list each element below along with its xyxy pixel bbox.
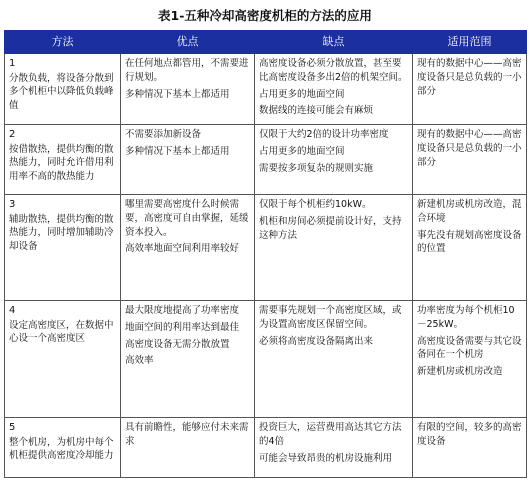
- cons-text: 投资巨大，运营费用高达其它方法的4倍: [259, 422, 402, 447]
- scope-cell: [413, 54, 527, 125]
- method-text: 按借散热，提供均衡的散热能力，同时允许借用利用率不高的散热能力: [9, 143, 114, 183]
- row-number: 3: [9, 199, 16, 210]
- cons-cell: [255, 418, 413, 478]
- method-text: 辅助散热，提供均衡的散热能力，同时增加辅助冷却设备: [9, 213, 114, 253]
- method-text: 设定高密度区，在数据中心设一个高密度区: [9, 319, 114, 345]
- cons-text: 可能会导致昂贵的机房设施利用: [259, 452, 393, 464]
- table-row: [5, 301, 527, 418]
- cons-text: 占用更多的地面空间: [259, 145, 345, 157]
- cons-text: 占用更多的地面空间: [259, 88, 345, 100]
- scope-text: 新建机房或机房改造: [417, 366, 503, 378]
- scope-text: 高密度设备需要与其它设备同在一个机房: [417, 335, 522, 361]
- method-cell: [5, 54, 121, 125]
- scope-cell: [413, 301, 527, 418]
- cons-cell: [255, 54, 413, 125]
- cons-cell: [255, 195, 413, 301]
- scope-text: 新建机房或机房改造，混合环境: [417, 199, 522, 224]
- pros-text: 在任何地点都管用，不需要进行规划。: [125, 58, 249, 83]
- method-text: 整个机房，为机房中每个机柜提供高密度冷却能力: [9, 436, 114, 462]
- table-title: 表1-五种冷却高密度机柜的方法的应用: [158, 8, 372, 23]
- row-number: 4: [9, 305, 16, 316]
- header-row: [5, 31, 527, 54]
- pros-cell: [121, 125, 255, 195]
- pros-cell: [121, 54, 255, 125]
- comparison-table: [4, 30, 527, 478]
- pros-text: 多种情况下基本上都适用: [125, 145, 230, 157]
- cons-text: 高密度设备必须分散放置，甚至要比高密度设备多出2倍的机架空间。: [259, 58, 408, 83]
- header-cons: 缺点: [255, 31, 413, 54]
- cons-text: 必须将高密度设备隔离出来: [259, 335, 374, 347]
- method-text: 分散负载，将设备分散到多个机柜中以降低负载峰值: [9, 72, 114, 112]
- pros-text: 最大限度地提高了功率密度: [125, 305, 240, 316]
- scope-cell: [413, 418, 527, 478]
- row-number: 5: [9, 422, 16, 433]
- pros-cell: [121, 195, 255, 301]
- pros-cell: [121, 418, 255, 478]
- pros-text: 高效率: [125, 355, 154, 367]
- cons-text: 仅限于大约2倍的设计功率密度: [259, 129, 389, 140]
- method-cell: [5, 125, 121, 195]
- table-row: [5, 195, 527, 301]
- pros-text: 多种情况下基本上都适用: [125, 88, 230, 100]
- table-row: [5, 125, 527, 195]
- header-scope: 适用范围: [413, 31, 527, 54]
- method-cell: [5, 195, 121, 301]
- cons-text: 需要事先规划一个高密度区域，或为设置高密度区保留空间。: [259, 305, 402, 330]
- cons-text: 需要按多项复杂的规则实施: [259, 162, 374, 174]
- header-pros: 优点: [121, 31, 255, 54]
- table-row: [5, 54, 527, 125]
- scope-cell: [413, 195, 527, 301]
- pros-text: 不需要添加新设备: [125, 129, 202, 140]
- pros-text: 地面空间的利用率达到最佳: [125, 321, 240, 333]
- pros-text: 高密度设备无需分散放置: [125, 338, 230, 350]
- scope-text: 事先没有规划高密度设备的位置: [417, 229, 522, 255]
- cons-cell: [255, 301, 413, 418]
- cons-text: 仅限于每个机柜约10kW。: [259, 199, 372, 210]
- header-method: 方法: [5, 31, 121, 54]
- row-number: 1: [9, 58, 16, 69]
- method-cell: [5, 418, 121, 478]
- pros-text: 哪里需要高密度什么时候需要，高密度可自由掌握，延缓资本投入。: [125, 199, 249, 238]
- table-row: [5, 418, 527, 478]
- scope-text: 功率密度为每个机柜10－25kW。: [417, 305, 515, 330]
- scope-text: 有限的空间，较多的高密度设备: [417, 422, 522, 447]
- pros-text: 具有前瞻性，能够应付未来需求: [125, 422, 249, 447]
- scope-text: 现有的数据中心——高密度设备只是总负载的一小部分: [417, 58, 522, 97]
- row-number: 2: [9, 129, 16, 140]
- scope-cell: [413, 125, 527, 195]
- pros-text: 高效率地面空间利用率较好: [125, 243, 240, 255]
- scope-text: 现有的数据中心——高密度设备只是总负载的一小部分: [417, 129, 522, 168]
- cons-text: 机柜和房间必须提前设计好，支持这种方法: [259, 215, 402, 241]
- cons-text: 数据线的连接可能会有麻烦: [259, 105, 374, 117]
- method-cell: [5, 301, 121, 418]
- pros-cell: [121, 301, 255, 418]
- cons-cell: [255, 125, 413, 195]
